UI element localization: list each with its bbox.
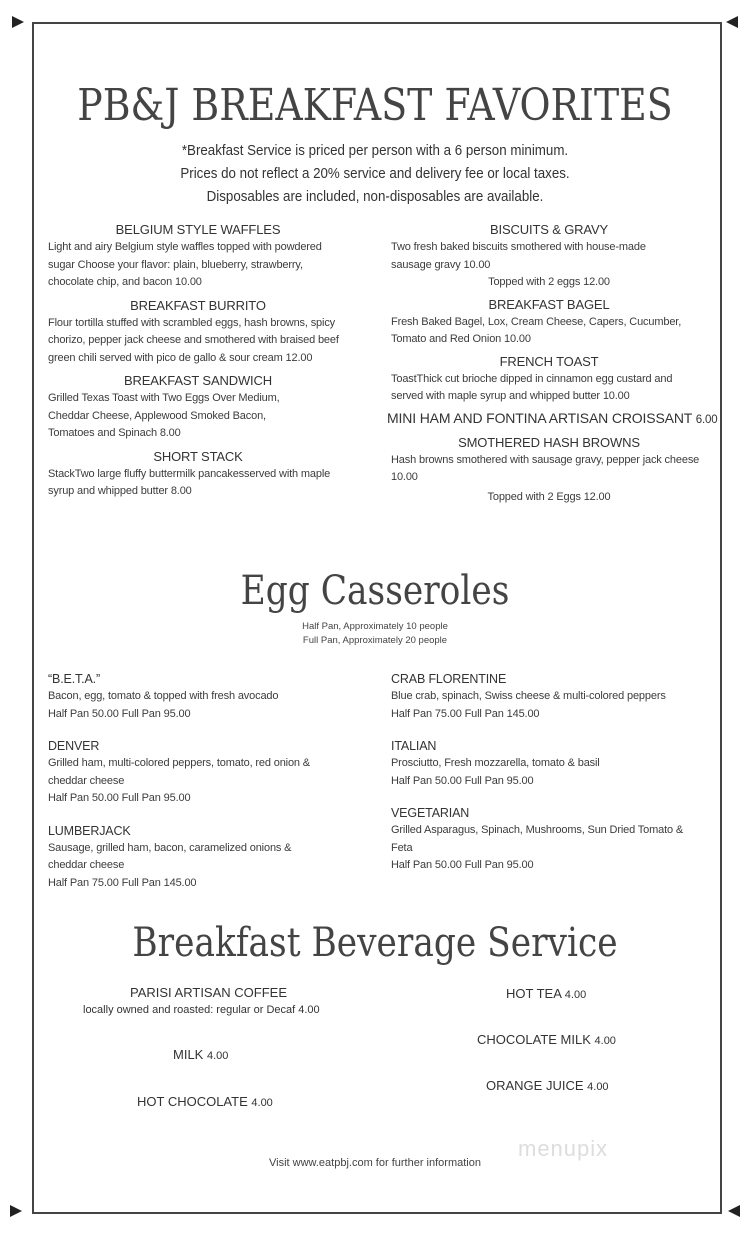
item-desc: Grilled ham, multi-colored peppers, tomato, red onion & cheddar cheese [48, 757, 310, 787]
item-desc: Blue crab, spinach, Swiss cheese & multi-colored peppers [391, 690, 666, 702]
beverage-hot-chocolate [137, 1094, 273, 1109]
item-desc: Flour tortilla stuffed with scrambled eggs, hash browns, spicy chorizo, pepper jack cheese and smothered with braised beef green chili served with pico de gallo & sour cream 12.00 [48, 316, 339, 364]
item-name: BISCUITS & GRAVY [490, 222, 608, 237]
casseroles-left [48, 670, 318, 892]
item-price: 4.00 [564, 989, 587, 1001]
item-desc: Sausage, grilled ham, bacon, caramelized onions & cheddar cheese [48, 841, 292, 871]
item-name: HOT TEA [506, 986, 562, 1001]
watermark: menupix [518, 1136, 609, 1161]
beverage-coffee-desc: locally owned and roasted: regular or Decaf 4.00 [83, 1004, 320, 1016]
item-desc: ToastThick cut brioche dipped in cinnamon egg custard and served with maple syrup and whipped butter 10.00 [391, 372, 673, 402]
section-title-casseroles: Egg Casseroles [240, 568, 510, 614]
arrow-ornament-icon [10, 1205, 22, 1217]
item-desc: Hash browns smothered with sausage gravy, pepper jack cheese 10.00 [391, 453, 700, 483]
arrow-ornament-icon [12, 16, 24, 28]
item-name: ORANGE JUICE [486, 1078, 584, 1093]
item-name: FRENCH TOAST [499, 353, 599, 369]
item-desc: Fresh Baked Bagel, Lox, Cream Cheese, Capers, Cucumber, Tomato and Red Onion 10.00 [391, 315, 682, 345]
item-name: DENVER [48, 739, 100, 753]
item-price: Half Pan 50.00 Full Pan 95.00 [48, 707, 191, 720]
size-note: Half Pan, Approximately 10 people [302, 621, 448, 632]
beverage-hot-tea [506, 986, 586, 1001]
item-price: Half Pan 75.00 Full Pan 145.00 [391, 707, 540, 720]
item-name: CRAB FLORENTINE [391, 672, 507, 686]
beverage-coffee: PARISI ARTISAN COFFEE [130, 985, 287, 1000]
item-name: ITALIAN [391, 739, 437, 753]
item-price: Half Pan 50.00 Full Pan 95.00 [48, 792, 191, 804]
arrow-ornament-icon [728, 1205, 740, 1217]
item-desc: Bacon, egg, tomato & topped with fresh avocado [48, 690, 279, 702]
item-name: HOT CHOCOLATE [137, 1094, 248, 1109]
item-extra: Topped with 2 eggs 12.00 [488, 276, 610, 288]
casserole-sizes [0, 620, 750, 648]
item-desc: Grilled Asparagus, Spinach, Mushrooms, Sun Dried Tomato & Feta [391, 824, 684, 854]
service-notes [30, 140, 720, 209]
beverage-milk [173, 1047, 228, 1062]
item-price: 6.00 [695, 413, 718, 426]
item-name: VEGETARIAN [391, 806, 470, 820]
item-name: SHORT STACK [153, 448, 243, 464]
item-extra: Topped with 2 Eggs 12.00 [487, 490, 611, 503]
item-name: BREAKFAST BAGEL [488, 296, 610, 312]
item-name: BELGIUM STYLE WAFFLES [115, 222, 281, 237]
item-name: CHOCOLATE MILK [477, 1032, 591, 1047]
note: Disposables are included, non-disposables are available. [206, 189, 544, 205]
note: Prices do not reflect a 20% service and delivery fee or local taxes. [180, 166, 570, 182]
note: *Breakfast Service is priced per person with a 6 person minimum. [181, 143, 569, 159]
item-price: 4.00 [206, 1050, 229, 1062]
item-price: Half Pan 50.00 Full Pan 95.00 [391, 774, 534, 787]
size-note: Full Pan, Approximately 20 people [302, 635, 448, 646]
casseroles-right [391, 670, 701, 875]
item-name: MILK [173, 1047, 204, 1062]
item-desc: Prosciutto, Fresh mozzarella, tomato & basil [391, 757, 600, 769]
item-name: “B.E.T.A.” [48, 672, 100, 686]
footer-text: Visit www.eatpbj.com for further information [269, 1157, 481, 1169]
item-desc: Light and airy Belgium style waffles topped with powdered sugar Choose your flavor: plain, blueberry, strawberry, chocolate chip, and bacon 10.00 [48, 241, 322, 288]
item-name: SMOTHERED HASH BROWNS [458, 434, 640, 450]
page-title: PB&J BREAKFAST FAVORITES [77, 80, 673, 131]
arrow-ornament-icon [726, 16, 738, 28]
favorites-right [387, 218, 718, 506]
item-price: 4.00 [594, 1035, 616, 1047]
item-desc: Two fresh baked biscuits smothered with house-made sausage gravy 10.00 [391, 241, 646, 271]
item-desc: StackTwo large fluffy buttermilk pancakesserved with maple syrup and whipped butter 8.00 [48, 467, 331, 497]
item-price: 4.00 [251, 1097, 273, 1109]
section-title-beverages: Breakfast Beverage Service [132, 920, 618, 966]
item-name: BREAKFAST BURRITO [130, 297, 266, 313]
beverage-orange-juice [486, 1078, 609, 1093]
item-name: MINI HAM AND FONTINA ARTISAN CROISSANT [387, 409, 692, 426]
item-name: LUMBERJACK [48, 823, 131, 838]
beverage-chocolate-milk [477, 1032, 616, 1047]
item-name: BREAKFAST SANDWICH [123, 373, 273, 388]
item-price: Half Pan 50.00 Full Pan 95.00 [391, 859, 534, 871]
favorites-left [48, 218, 348, 501]
item-desc: Grilled Texas Toast with Two Eggs Over Medium, Cheddar Cheese, Applewood Smoked Bacon, Tomatoes and Spinach 8.00 [48, 392, 280, 439]
item-price: 4.00 [587, 1081, 609, 1093]
item-price: Half Pan 75.00 Full Pan 145.00 [48, 876, 197, 889]
